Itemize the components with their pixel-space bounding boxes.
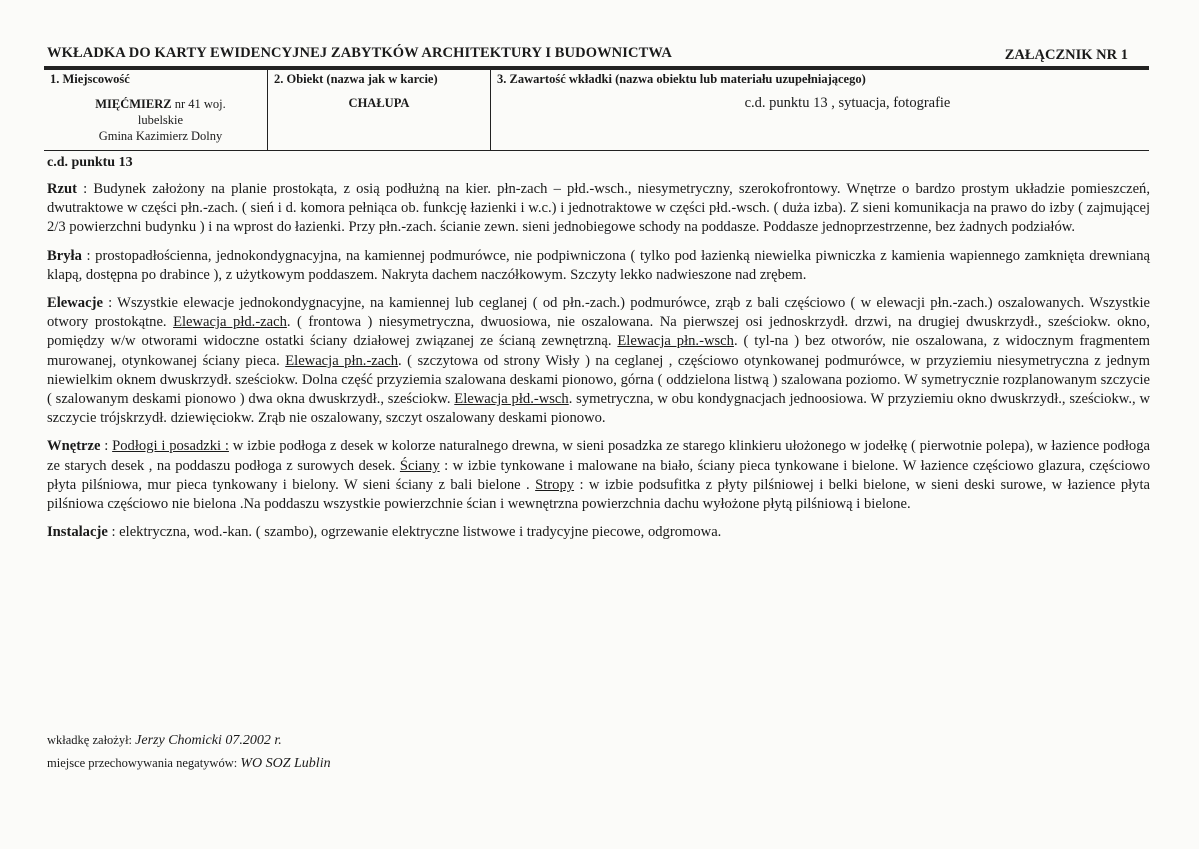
elewacje-label: Elewacje xyxy=(47,295,103,312)
locality-heading: 1. Miejscowość xyxy=(50,72,130,86)
section-heading: c.d. punktu 13 xyxy=(47,155,133,170)
elevation-nw-heading: Elewacja płn.-zach xyxy=(285,352,399,369)
rzut-label: Rzut xyxy=(47,181,77,197)
description-body xyxy=(47,180,1150,551)
walls-heading: Ściany xyxy=(399,457,440,474)
contents-value: c.d. punktu 13 , sytuacja, fotografie xyxy=(744,95,951,111)
locality-voivodeship: lubelskie xyxy=(137,113,184,127)
locality-cell xyxy=(44,70,268,150)
elewacje-text: . symetryczna, w obu kondygnacjach jednoosiowa. W przyziemiu okno dwuskrzydł., sześciokw., w szczycie trójskrzydł. dziewięciokw. Zrąb nie oszalowany, szczyt oszalowany deskami pionowo. xyxy=(47,391,1150,427)
elevation-sw-heading: Elewacja płd.-zach xyxy=(173,314,287,331)
bryla-text: : prostopadłościenna, jednokondygnacyjna, na kamiennej podmurówce, nie podpiwniczona ( tylko pod łazienką niewielka piwniczka z kamienia wapiennego zamknięta drewnianą klapą, dostępna po drabince ), z użytkowym poddaszem. Nakryta dachem naczółkowym. Szczyty lekko nadwieszone nad zrębem. xyxy=(47,247,1150,283)
storage-line xyxy=(47,752,331,775)
object-cell xyxy=(268,70,491,150)
document-title: WKŁADKA DO KARTY EWIDENCYJNEJ ZABYTKÓW ARCHITEKTURY I BUDOWNICTWA xyxy=(47,45,672,61)
object-heading: 2. Obiekt (nazwa jak w karcie) xyxy=(274,72,438,86)
rzut-paragraph xyxy=(47,180,1150,238)
wnetrze-text: : w izbie podsufitka z płyty pilśniowej i belki bielone, w sieni deski surowe, w łazience płyta pilśniowa częściowo nie bielona .Na poddaszu wszystkie powierzchnie ścian i wewnętrzna powierzchnia dachu wyłożone płytą pilśniową i bielone. xyxy=(47,476,1150,513)
wnetrze-text: w izbie podłoga z desek w kolorze naturalnego drewna, w sieni posadzka ze starego klinkieru ułożonego w jodełkę ( pierwotnie polepa), w łazience podłoga ze starych desek , na poddaszu podłoga z surowych desek. xyxy=(47,438,1150,474)
locality-number: nr 41 woj. xyxy=(171,97,226,111)
author-line xyxy=(47,729,331,752)
bryla-label: Bryła xyxy=(47,247,82,264)
wnetrze-label: Wnętrze xyxy=(47,438,101,455)
locality-commune: Gmina Kazimierz Dolny xyxy=(98,129,223,143)
author-label: wkładkę założył: xyxy=(47,733,136,747)
bryla-paragraph xyxy=(47,247,1150,285)
object-value: CHAŁUPA xyxy=(348,96,410,110)
rzut-text: : Budynek założony na planie prostokąta, z osią podłużną na kier. płn-zach – płd.-wsch., niesymetryczny, szerokofrontowy. Wnętrze o bardzo prostym układzie pomieszczeń, dwutraktowe w części płn.-zach. ( sień i d. komora pełniąca ob. funkcję łazienki i w.c.) i jednotraktowe w części płd.-wsch. ( duża izba). Z sieni komunikacja na prawo do izby ( zajmującej 2/3 powierzchni budynku ) i na wprost do łazienki. Przy płn.-zach. ścianie zewn. sieni jednobiegowe schody na poddasze. Poddasze jednoprzestrzenne, bez żadnych podziałów. xyxy=(47,181,1150,236)
ceilings-heading: Stropy xyxy=(535,476,575,493)
elevation-se-heading: Elewacja płd.-wsch xyxy=(454,391,569,408)
footer xyxy=(47,729,331,775)
author-value: Jerzy Chomicki 07.2002 r. xyxy=(135,733,282,748)
info-table xyxy=(44,70,1149,151)
annex-label: ZAŁĄCZNIK NR 1 xyxy=(1004,47,1128,63)
instalacje-text: : elektryczna, wod.-kan. ( szambo), ogrzewanie elektryczne listwowe i tradycyjne piecowe, odgromowa. xyxy=(107,524,722,541)
elewacje-paragraph xyxy=(47,294,1150,428)
instalacje-paragraph xyxy=(47,523,1150,542)
elewacje-text: . ( frontowa ) niesymetryczna, dwuosiowa, nie oszalowana. Na pierwszej osi jednoskrzydł. drzwi, na drugiej dwuskrzydł., sześciokw. okno, pomiędzy w/w otworami widoczne ostatki ściany działowej związanej ze ścianą zewnętrzną. xyxy=(47,314,1150,350)
storage-value: WO SOZ Lublin xyxy=(240,756,331,771)
floors-heading: Podłogi i posadzki : xyxy=(112,438,229,455)
locality-name: MIĘĆMIERZ xyxy=(95,97,172,111)
elewacje-text: . ( tyl-na ) bez otworów, nie oszalowana, z widocznym fragmentem murowanej, otynkowanej ściany pieca. xyxy=(47,333,1150,369)
elevation-ne-heading: Elewacja płn.-wsch xyxy=(617,333,734,350)
locality-value xyxy=(44,96,267,144)
wnetrze-paragraph xyxy=(47,437,1150,514)
wnetrze-text: : w izbie tynkowane i malowane na biało, ściany pieca tynkowane i bielone. W łazience częściowo glazura, częściowo płyta pilśniowa, mur pieca tynkowany i bielony. W sieni ściany z bali bielone . xyxy=(47,457,1150,493)
contents-heading: 3. Zawartość wkładki (nazwa obiektu lub materiału uzupełniającego) xyxy=(497,72,866,86)
wnetrze-text: : xyxy=(100,438,113,455)
elewacje-text: : Wszystkie elewacje jednokondygnacyjne, na kamiennej lub ceglanej ( od płn.-zach.) podmurówce, zrąb z bali częściowo ( w elewacji płn.-zach.) oszalowanych. Wszystkie otwory prostokątne. xyxy=(47,295,1150,331)
instalacje-label: Instalacje xyxy=(47,524,108,541)
contents-cell xyxy=(491,70,1149,150)
storage-label: miejsce przechowywania negatywów: xyxy=(47,756,241,770)
elewacje-text: . ( szczytowa od strony Wisły ) na ceglanej , częściowo otynkowanej podmurówce, w przyziemiu niesymetryczna z jednym niewielkim oknem dwuskrzydł. sześciokw. Dolna część przyziemia szalowana deskami pionowo, górna ( oddzielona listwą ) szalowana poziomo. W symetrycznie rozplanowanym szczycie ( szalowanym deskami pionowo ) dwa okna dwuskrzydł., sześciokw. xyxy=(47,352,1150,408)
